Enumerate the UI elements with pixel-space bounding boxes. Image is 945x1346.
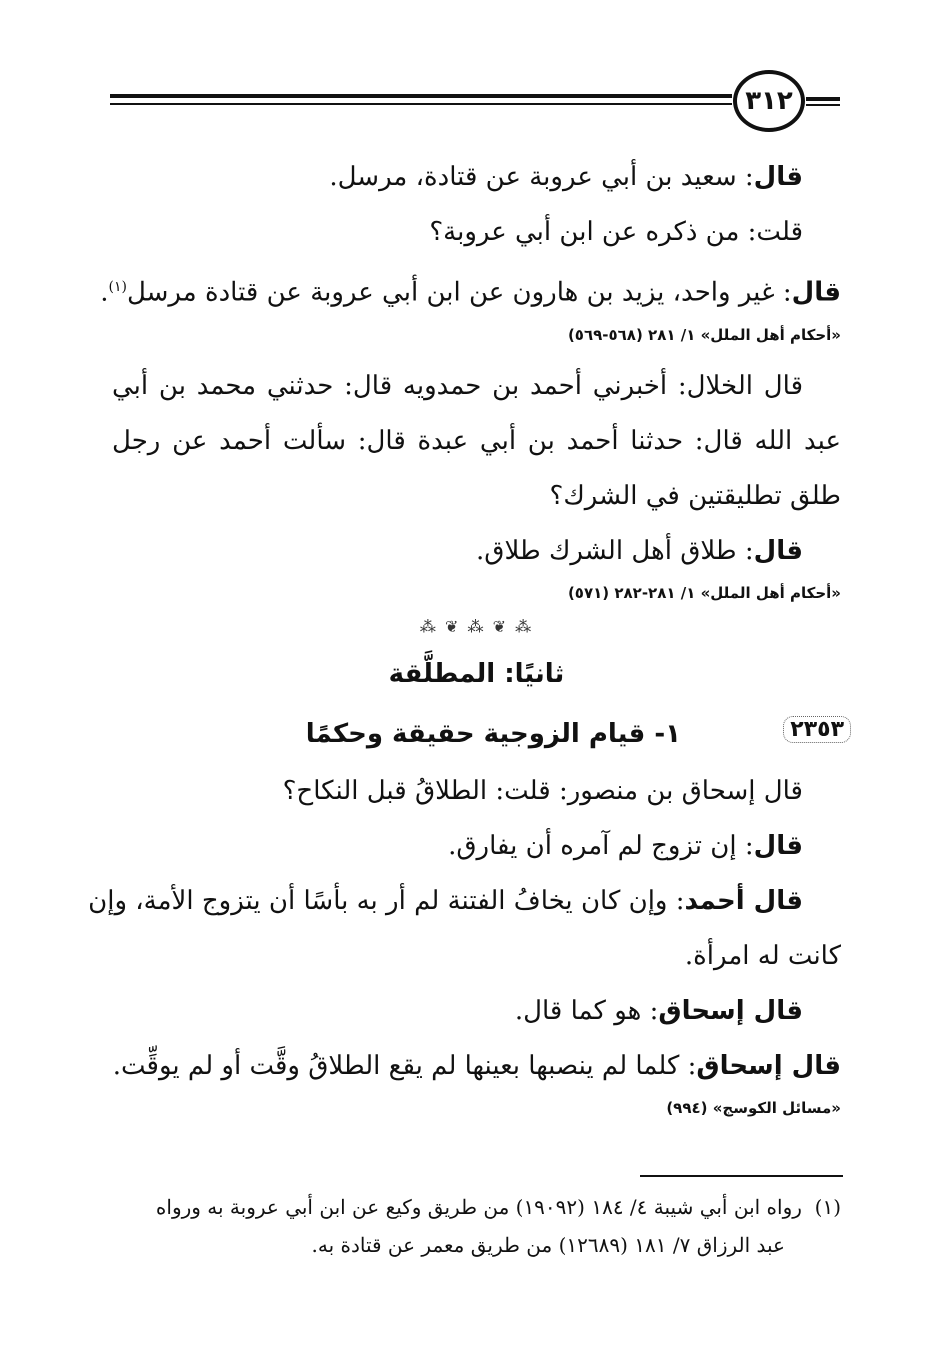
text-line: قال إسحاق: هو كما قال. bbox=[514, 995, 803, 1026]
footnote-separator bbox=[640, 1175, 843, 1177]
issue-number: ٢٣٥٣ bbox=[783, 716, 851, 743]
text-line: قال: سعيد بن أبي عروبة عن قتادة، مرسل. bbox=[329, 162, 803, 192]
footnote bbox=[112, 1188, 841, 1264]
text-line: قال: إن تزوج لم آمره أن يفارق. bbox=[448, 830, 803, 861]
source-citation: «أحكام أهل الملل» ١/ ٢٨١-٢٨٢ (٥٧١) bbox=[567, 583, 841, 602]
header-rule bbox=[110, 94, 732, 98]
header-rule-right bbox=[806, 97, 840, 101]
text-line: كانت له امرأة. bbox=[684, 940, 841, 971]
text-line: قال الخلال: أخبرني أحمد بن حمدويه قال: حدثني محمد بن أبي bbox=[112, 370, 803, 401]
text-line: قلت: من ذكره عن ابن أبي عروبة؟ bbox=[429, 217, 803, 247]
text-line: قال: طلاق أهل الشرك طلاق. bbox=[476, 535, 803, 566]
subsection-header bbox=[112, 704, 844, 764]
text-line: عبد الله قال: حدثنا أحمد بن أبي عبدة قال: سألت أحمد عن رجل bbox=[112, 425, 841, 456]
text-line: قال إسحاق بن منصور: قلت: الطلاقُ قبل النكاح؟ bbox=[282, 775, 803, 806]
page-number: ٣١٢ bbox=[733, 70, 805, 132]
source-citation: «مسائل الكوسج» (٩٩٤) bbox=[666, 1098, 841, 1117]
text-line: طلق تطليقتين في الشرك؟ bbox=[549, 480, 841, 511]
footnote-ref[interactable]: (١) bbox=[108, 279, 127, 295]
source-citation: «أحكام أهل الملل» ١/ ٢٨١ (٥٦٨-٥٦٩) bbox=[567, 325, 841, 344]
section-title: ثانيًا: المطلَّقة bbox=[388, 658, 565, 689]
ornament-divider: ⁂ ❦ ⁂ ❦ ⁂ bbox=[419, 616, 534, 636]
text-line: قال: غير واحد، يزيد بن هارون عن ابن أبي عروبة عن قتادة مرسل$^{(١)}$. bbox=[100, 277, 841, 308]
footnote-line: عبد الرزاق ٧/ ١٨١ (١٢٦٨٩) من طريق معمر عن قتادة به. bbox=[311, 1233, 785, 1257]
header-rule-thin bbox=[110, 103, 732, 105]
page-body bbox=[88, 150, 844, 1132]
footnote-marker: (١) bbox=[814, 1195, 841, 1219]
header-rule-right-thin bbox=[806, 104, 840, 106]
text-line: قال إسحاق: كلما لم ينصبها بعينها لم يقع الطلاقُ وقَّت أو لم يوقِّت. bbox=[112, 1050, 841, 1081]
footnote-line: (١) رواه ابن أبي شيبة ٤/ ١٨٤ (١٩٠٩٢) من طريق وكيع عن ابن أبي عروبة به ورواه bbox=[155, 1195, 841, 1219]
subsection-title: ١- قيام الزوجية حقيقة وحكمًا bbox=[305, 718, 681, 749]
text-line: قال أحمد: وإن كان يخافُ الفتنة لم أر به بأسًا أن يتزوج الأمة، وإن bbox=[88, 885, 803, 916]
